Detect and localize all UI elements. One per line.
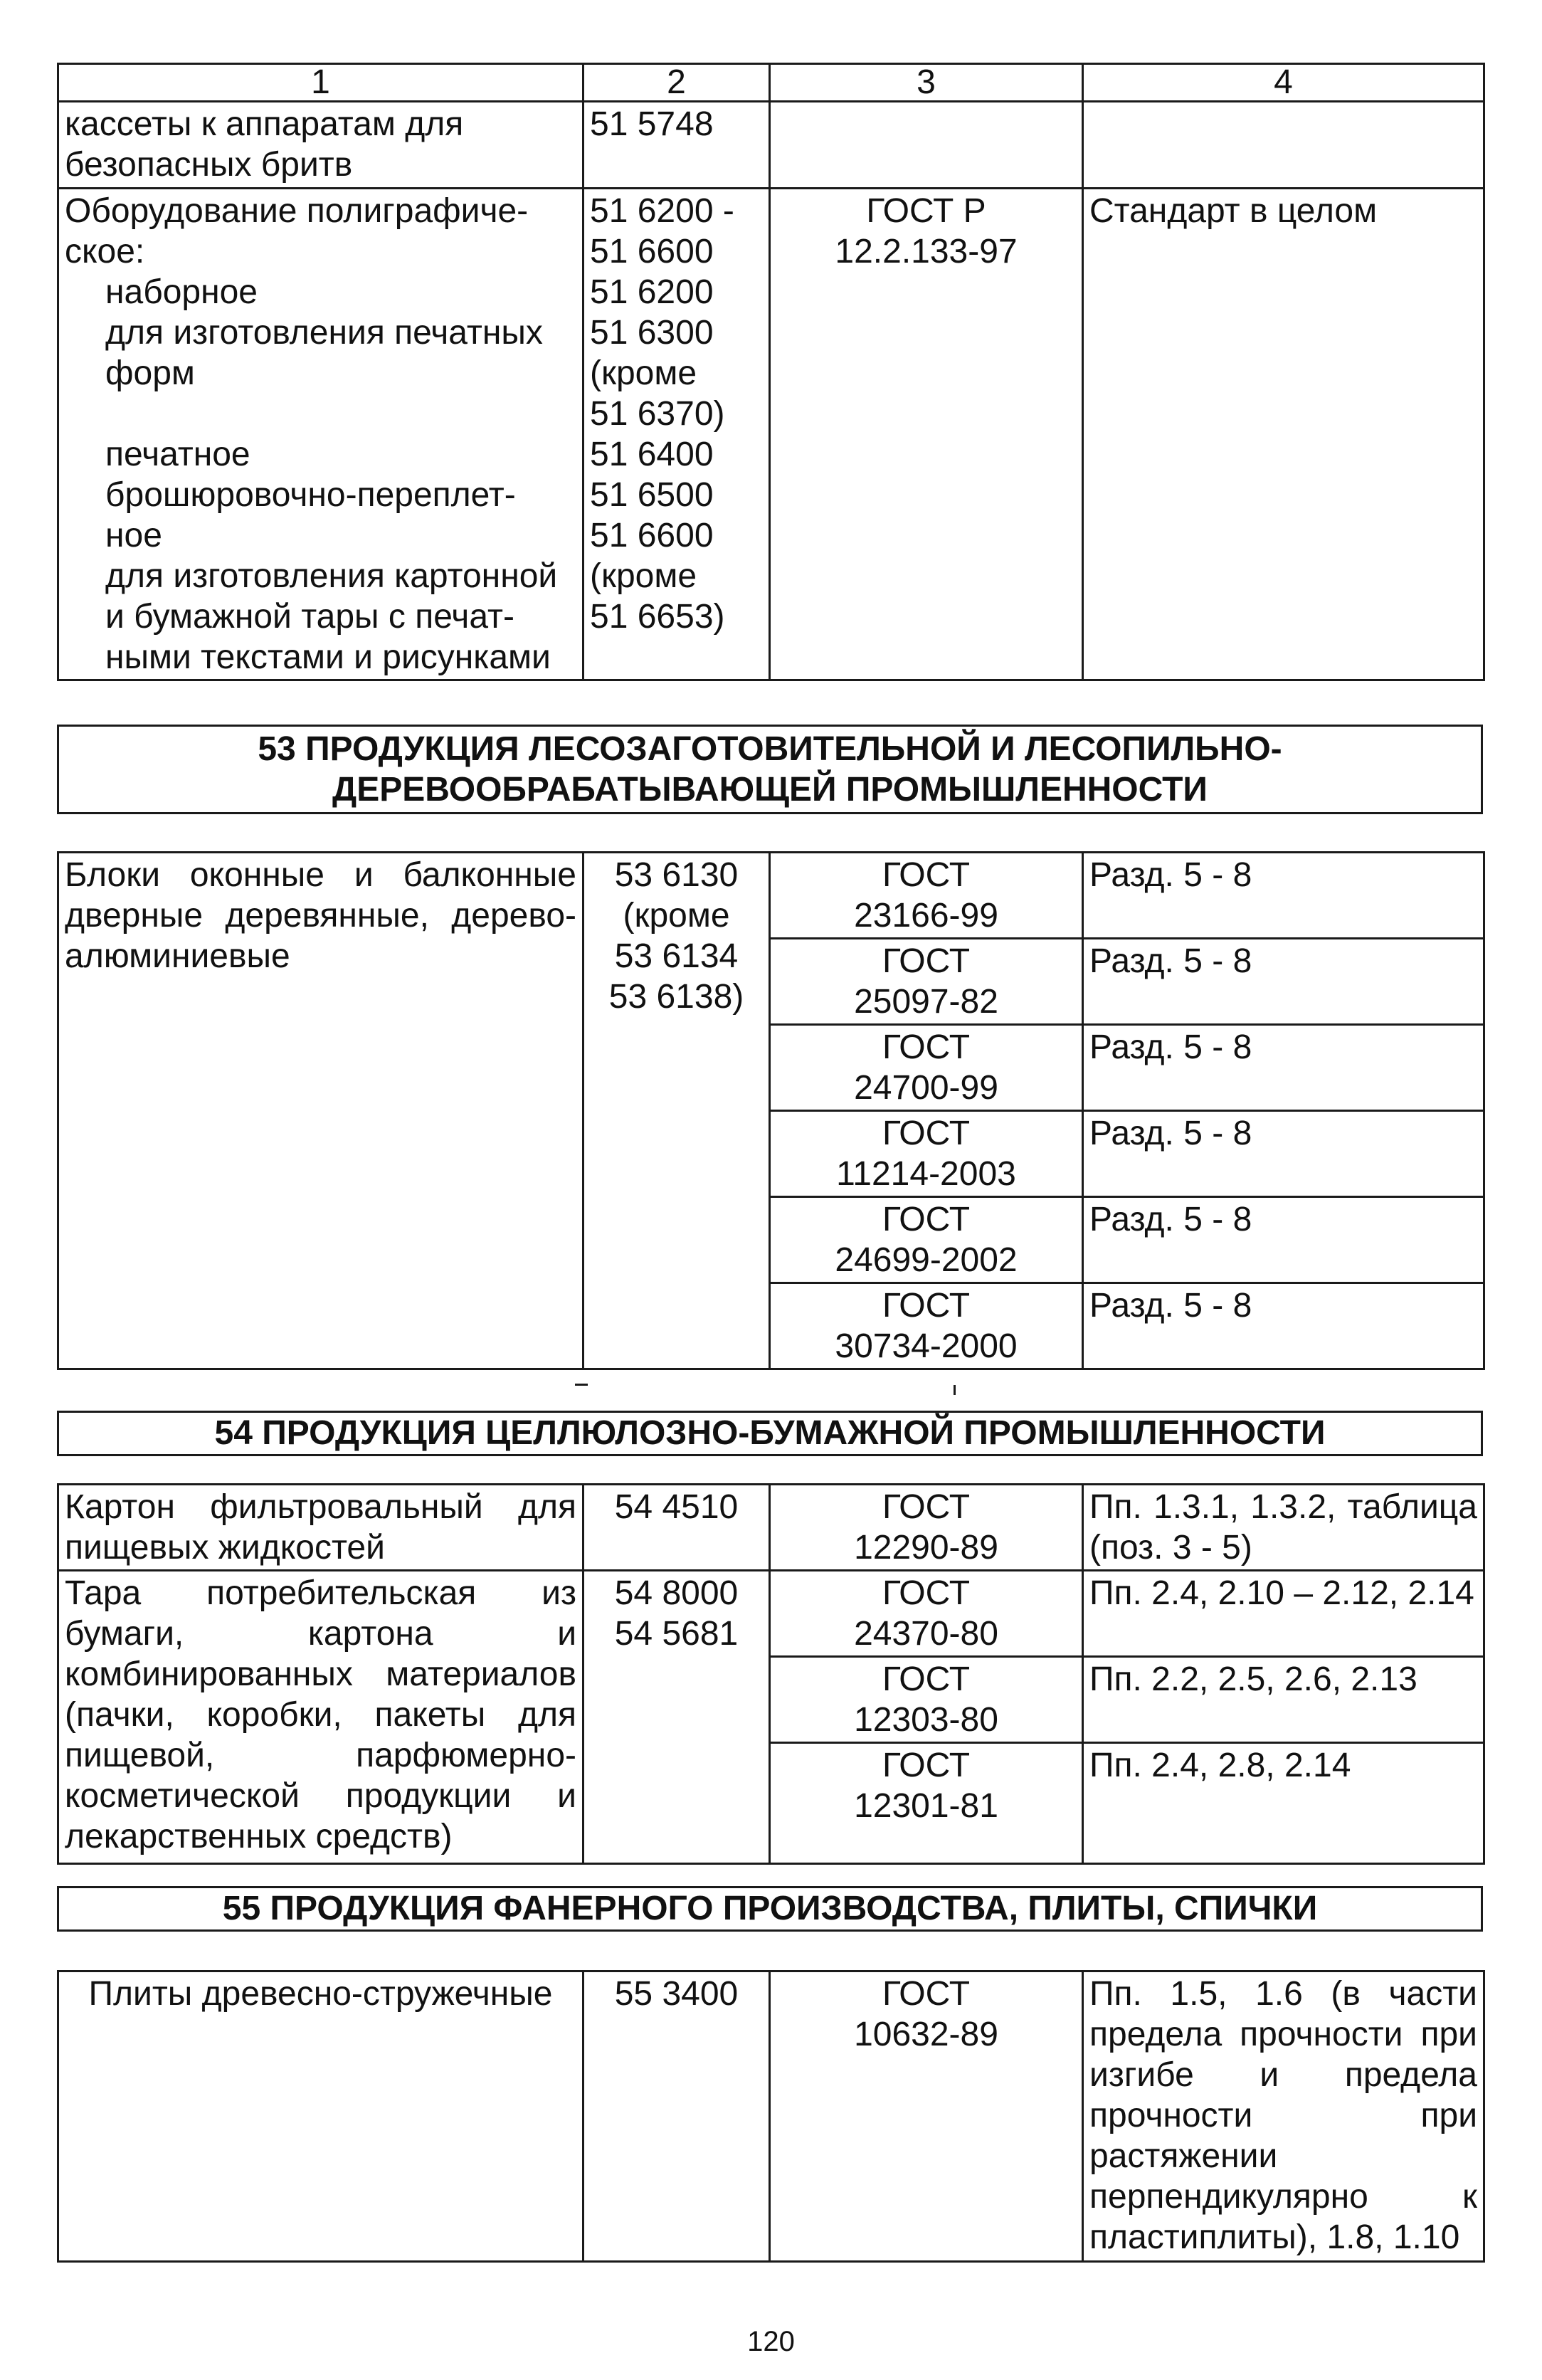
note-cell: Пп. 2.2, 2.5, 2.6, 2.13 <box>1083 1657 1484 1743</box>
table-section-55 <box>57 1970 1485 2263</box>
page-number: 120 <box>747 2326 795 2357</box>
column-header-4: 4 <box>1083 64 1484 102</box>
product-particle-boards: Плиты древесно-стружечные <box>58 1971 583 2262</box>
table-row <box>58 102 1484 189</box>
standard-cell: ГОСТ 24700-99 <box>770 1025 1083 1111</box>
note-cell: Разд. 5 - 8 <box>1083 1025 1484 1111</box>
column-header-3: 3 <box>770 64 1083 102</box>
note-cell: Пп. 2.4, 2.10 – 2.12, 2.14 <box>1083 1571 1484 1657</box>
column-header-row <box>58 64 1484 102</box>
section-heading-53: 53 ПРОДУКЦИЯ ЛЕСОЗАГОТОВИТЕЛЬНОЙ И ЛЕСОПИЛЬНО- ДЕРЕВООБРАБАТЫВАЮЩЕЙ ПРОМЫШЛЕННОСТИ <box>57 725 1483 814</box>
standard-cell: ГОСТ 12301-81 <box>770 1743 1083 1864</box>
table-row <box>58 1485 1484 1571</box>
table-section-51 <box>57 63 1485 681</box>
product-filter-cardboard: Картон фильтровальный для пищевых жидкостей <box>58 1485 583 1571</box>
product-window-blocks: Блоки оконные и балконные дверные деревянные, дерево-алюминиевые <box>58 853 583 1369</box>
note-cell: Стандарт в целом <box>1083 189 1484 680</box>
note-cell: Разд. 5 - 8 <box>1083 939 1484 1025</box>
standard-cell: ГОСТ Р 12.2.133-97 <box>770 189 1083 680</box>
code-cell: 55 3400 <box>583 1971 770 2262</box>
note-cell: Пп. 1.3.1, 1.3.2, таблица (поз. 3 - 5) <box>1083 1485 1484 1571</box>
standard-cell: ГОСТ 24699-2002 <box>770 1197 1083 1283</box>
product-printing-equipment: Оборудование полиграфиче- ское: наборное для изготовления печатных форм печатное брошюровочно-переплет- ное для изготовления картонной и бумажной тары с печат- ными текстами и рисунками <box>58 189 583 680</box>
note-cell: Разд. 5 - 8 <box>1083 1197 1484 1283</box>
standard-cell: ГОСТ 30734-2000 <box>770 1283 1083 1369</box>
standard-cell: ГОСТ 25097-82 <box>770 939 1083 1025</box>
table-row <box>58 1971 1484 2262</box>
scan-mark <box>575 1384 588 1386</box>
note-cell <box>1083 102 1484 189</box>
product-consumer-packaging: Тара потребительская из бумаги, картона и комбинированных материалов (пачки, коробки, пакеты для пищевой, парфюмерно-косметической продукции и лекарственных средств) <box>58 1571 583 1864</box>
note-cell: Разд. 5 - 8 <box>1083 853 1484 939</box>
standard-cell: ГОСТ 24370-80 <box>770 1571 1083 1657</box>
note-cell: Пп. 2.4, 2.8, 2.14 <box>1083 1743 1484 1864</box>
table-row <box>58 189 1484 680</box>
code-cell: 51 6200 - 51 6600 51 6200 51 6300 (кроме 51 6370) 51 6400 51 6500 51 6600 (кроме 51 6653) <box>583 189 770 680</box>
table-section-54 <box>57 1483 1485 1865</box>
scan-mark <box>954 1385 956 1395</box>
standard-cell: ГОСТ 12303-80 <box>770 1657 1083 1743</box>
standard-cell: ГОСТ 11214-2003 <box>770 1111 1083 1197</box>
code-cell: 51 5748 <box>583 102 770 189</box>
product-cassettes: кассеты к аппаратам для безопасных бритв <box>58 102 583 189</box>
standard-cell: ГОСТ 12290-89 <box>770 1485 1083 1571</box>
note-cell: Разд. 5 - 8 <box>1083 1283 1484 1369</box>
table-row <box>58 853 1484 939</box>
code-cell: 54 4510 <box>583 1485 770 1571</box>
section-heading-55: 55 ПРОДУКЦИЯ ФАНЕРНОГО ПРОИЗВОДСТВА, ПЛИТЫ, СПИЧКИ <box>57 1886 1483 1932</box>
standard-cell: ГОСТ 10632-89 <box>770 1971 1083 2262</box>
code-cell: 54 8000 54 5681 <box>583 1571 770 1864</box>
column-header-1: 1 <box>58 64 583 102</box>
column-header-2: 2 <box>583 64 770 102</box>
code-cell: 53 6130 (кроме 53 6134 53 6138) <box>583 853 770 1369</box>
standard-cell: ГОСТ 23166-99 <box>770 853 1083 939</box>
table-section-53 <box>57 851 1485 1370</box>
standard-cell <box>770 102 1083 189</box>
table-row <box>58 1571 1484 1657</box>
section-heading-54: 54 ПРОДУКЦИЯ ЦЕЛЛЮЛОЗНО-БУМАЖНОЙ ПРОМЫШЛЕННОСТИ <box>57 1411 1483 1456</box>
note-cell: Разд. 5 - 8 <box>1083 1111 1484 1197</box>
note-cell: Пп. 1.5, 1.6 (в части предела прочности при изгибе и предела прочности при растяжении перпендикулярно к пластиплиты), 1.8, 1.10 <box>1083 1971 1484 2262</box>
